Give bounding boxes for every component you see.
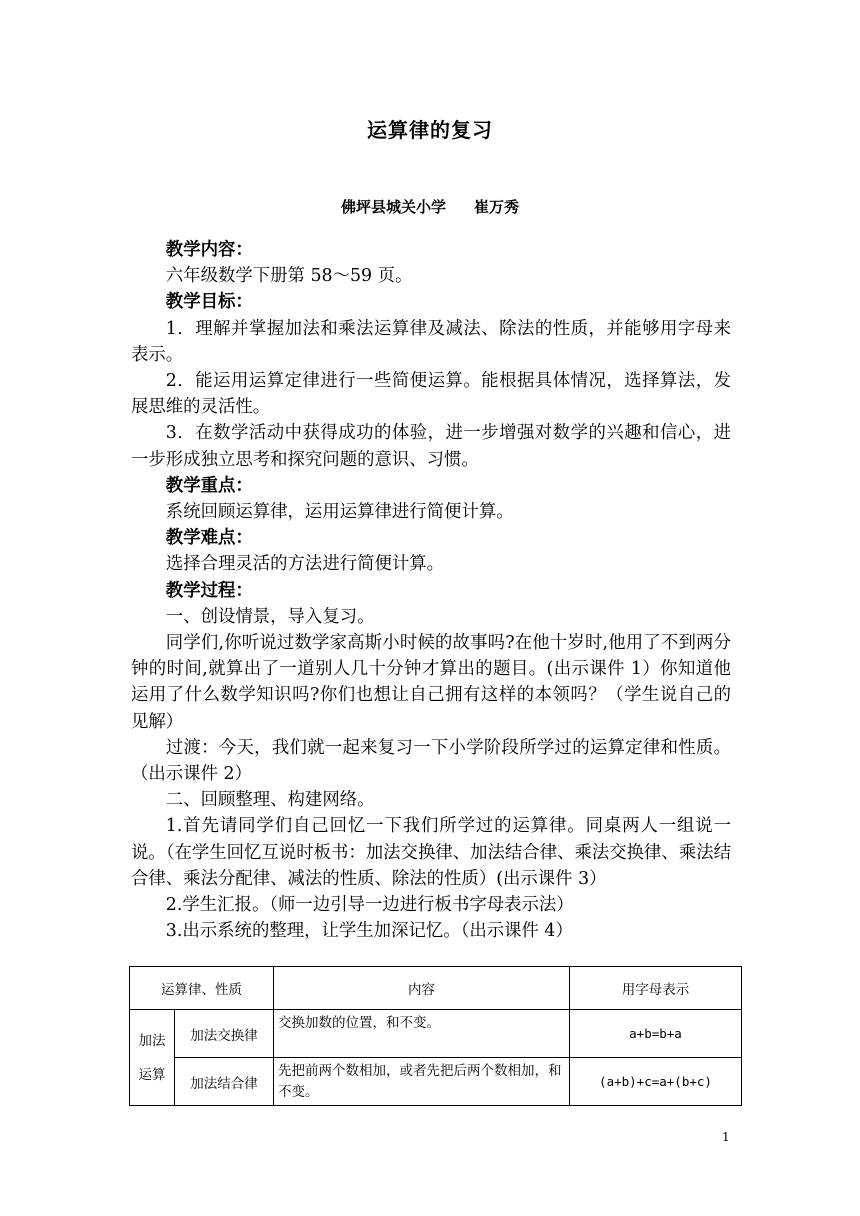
heading-objectives: 教学目标： bbox=[165, 292, 253, 313]
laws-table bbox=[129, 966, 742, 1106]
header-formula: 用字母表示 bbox=[570, 967, 742, 1010]
author-name: 崔万秀 bbox=[474, 198, 520, 216]
group-label-line2: 运算 bbox=[138, 1066, 166, 1083]
header-law: 运算律、性质 bbox=[130, 967, 274, 1010]
heading-content: 教学内容： bbox=[165, 240, 253, 260]
table-row bbox=[130, 1058, 742, 1106]
table-header-row bbox=[130, 967, 742, 1010]
law-name: 加法交换律 bbox=[175, 1010, 274, 1058]
paragraph: 一、创设情景，导入复习。 bbox=[165, 606, 375, 627]
law-formula: a+b=b+a bbox=[570, 1010, 742, 1058]
law-formula: (a+b)+c=a+(b+c) bbox=[570, 1058, 742, 1106]
paragraph: 系统回顾运算律，运用运算律进行简便计算。 bbox=[165, 502, 514, 523]
group-label-line1: 加法 bbox=[138, 1032, 166, 1049]
heading-key-points: 教学重点： bbox=[165, 475, 253, 496]
paragraph: 同学们,你听说过数学家高斯小时候的故事吗?在他十岁时,他用了不到两分钟的时间,就算出了一道别人几十分钟才算出的题目。(出示课件 1）你知道他运用了什么数学知识吗?你们也想让自己拥有这样的本领吗？（学生说自己的见解） bbox=[131, 633, 731, 732]
paragraph: 2.学生汇报。（师一边引导一边进行板书字母表示法） bbox=[165, 895, 574, 916]
paragraph: 六年级数学下册第 58～59 页。 bbox=[165, 266, 413, 287]
heading-process: 教学过程： bbox=[165, 580, 253, 601]
paragraph: 3.出示系统的整理，让学生加深记忆。（出示课件 4） bbox=[165, 921, 573, 942]
paragraph: 二、回顾整理、构建网络。 bbox=[165, 790, 375, 811]
document-body bbox=[131, 237, 731, 944]
paragraph: 过渡：今天，我们就一起来复习一下小学阶段所学过的运算定律和性质。（出示课件 2） bbox=[131, 737, 731, 785]
paragraph: 3．在数学活动中获得成功的体验，进一步增强对数学的兴趣和信心，进一步形成独立思考和探究问题的意识、习惯。 bbox=[131, 423, 731, 470]
paragraph: 选择合理灵活的方法进行简便计算。 bbox=[165, 554, 445, 575]
author-school: 佛坪县城关小学 bbox=[340, 198, 446, 216]
law-content: 交换加数的位置，和不变。 bbox=[274, 1010, 570, 1058]
page-number: 1 bbox=[722, 1130, 730, 1144]
heading-difficulties: 教学难点： bbox=[165, 528, 253, 549]
law-content: 先把前两个数相加，或者先把后两个数相加，和不变。 bbox=[274, 1058, 570, 1106]
paragraph: 2．能运用运算定律进行一些简便运算。能根据具体情况，选择算法，发展思维的灵活性。 bbox=[131, 371, 731, 418]
header-content: 内容 bbox=[274, 967, 570, 1010]
law-name: 加法结合律 bbox=[175, 1058, 274, 1106]
document-title: 运算律的复习 bbox=[367, 118, 493, 142]
author-line bbox=[0, 196, 860, 217]
paragraph: 1.首先请同学们自己回忆一下我们所学过的运算律。同桌两人一组说一说。（在学生回忆互说时板书：加法交换律、加法结合律、乘法交换律、乘法结合律、乘法分配律、减法的性质、除法的性质）(出示课件 3） bbox=[131, 816, 731, 889]
paragraph: 1．理解并掌握加法和乘法运算律及减法、除法的性质，并能够用字母来表示。 bbox=[131, 318, 731, 365]
table-row bbox=[130, 1010, 742, 1058]
group-label bbox=[130, 1010, 175, 1106]
